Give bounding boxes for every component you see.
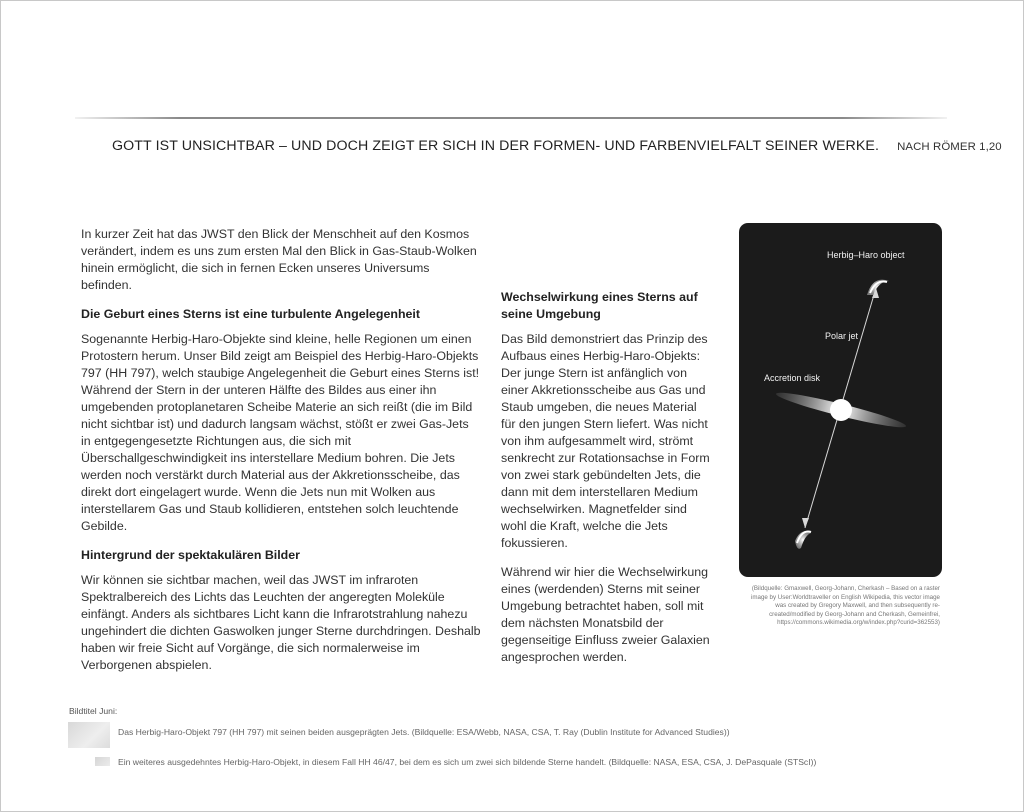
header-rule	[75, 117, 947, 119]
footer-caption-1: Das Herbig-Haro-Objekt 797 (HH 797) mit seinen beiden ausgeprägten Jets. (Bildquelle: ESA/Webb, NASA, CSA, T. Ray (Dublin Institute for Advanced Studies))	[118, 727, 730, 737]
jet-arrow-down-icon	[802, 518, 809, 528]
protostar	[830, 399, 852, 421]
thumbnail-hh46-47	[95, 757, 110, 766]
motto	[112, 138, 1002, 154]
heading-background: Hintergrund der spektakulären Bilder	[81, 548, 300, 562]
footer-title: Bildtitel Juni:	[69, 706, 118, 716]
thumbnail-hh797	[68, 722, 110, 748]
motto-reference: NACH RÖMER 1,20	[897, 141, 1002, 153]
footer-caption-2: Ein weiteres ausgedehntes Herbig-Haro-Objekt, in diesem Fall HH 46/47, bei dem es sich um zwei sich bildende Sterne handelt. (Bildquelle: NASA, ESA, CSA, J. DePasquale (STScI))	[118, 757, 817, 767]
label-accretion-disk: Accretion disk	[764, 373, 821, 383]
left-column	[81, 226, 481, 686]
paragraph-star-birth: Sogenannte Herbig-Haro-Objekte sind kleine, helle Regionen um einen Protostern herum. Unser Bild zeigt am Beispiel des Herbig-Haro-Objekts 797 (HH 797), welch staubige Angelegenheit die Geburt eines Sterns ist! Während der Stern in der unteren Hälfte des Bildes aus einer ihn umgebenden protoplanetaren Scheibe Materie an sich reißt (die im Bild nicht sichtbar ist) und dadurch langsam wächst, stößt er zwei Gas-Jets in entgegengesetzte Richtungen aus, die sich mit Überschallgeschwindigkeit ins interstellare Medium bohren. Die Jets werden noch verstärkt durch Material aus der Akkretionsscheibe, das direkt dort eingelagert wurde. Wenn die Jets nun mit Wolken aus interstellarem Gas und Staub kollidieren, entstehen solch leuchtende Gebilde.	[81, 332, 480, 533]
herbig-haro-diagram	[739, 223, 942, 577]
label-polar-jet: Polar jet	[825, 331, 859, 341]
paragraph-interaction: Das Bild demonstriert das Prinzip des Aufbaus eines Herbig-Haro-Objekts: Der junge Stern ist anfänglich von einer Akkretionsscheibe aus Gas und Staub umgeben, die neues Material für den jungen Stern liefert. Was nicht von ihm aufgesammelt wird, strömt senkrecht zur Rotationsachse in Form von zwei stark gebündelten Jets, die dann mit dem interstellaren Medium wechselwirken. Magnetfelder sind wohl die Kraft, welche die Jets fokussieren.	[501, 332, 710, 550]
intro-paragraph: In kurzer Zeit hat das JWST den Blick der Menschheit auf den Kosmos verändert, indem es uns zum ersten Mal den Blick in Gas-Staub-Wolken hinein ermöglicht, die sich in fernen Ecken unseres Universums befinden.	[81, 227, 477, 292]
heading-star-birth: Die Geburt eines Sterns ist eine turbulente Angelegenheit	[81, 307, 420, 321]
paragraph-next-month: Während wir hier die Wechselwirkung eines (werdenden) Sterns mit seiner Umgebung betrachtet haben, soll mit dem nächsten Monatsbild der gegenseitige Einfluss zweier Galaxien angesprochen werden.	[501, 565, 710, 664]
motto-text: GOTT IST UNSICHTBAR – UND DOCH ZEIGT ER SICH IN DER FORMEN- UND FARBENVIELFALT SEINER WERKE.	[112, 138, 880, 154]
heading-interaction: Wechselwirkung eines Sterns auf seine Umgebung	[501, 290, 698, 321]
figure-credit: (Bildquelle: Gmaxwell, Georg-Johann, Cherkash – Based on a raster image by User:Worldtraveller on English Wikipedia, this vector image was created by Gregory Maxwell, and then subsequently re-created/modified by Georg-Johann and Cherkash, Gemeinfrei, https://commons.wikimedia.org/w/index.php?curid=362553)	[750, 585, 940, 626]
middle-column	[501, 289, 714, 678]
paragraph-background: Wir können sie sichtbar machen, weil das JWST im infraroten Spektralbereich des Lichts das Leuchten der angeregten Moleküle einfängt. Anders als sichtbares Licht kann die Infrarotstrahlung nahezu ungehindert die dichten Gaswolken junger Sterne durchdringen. Deshalb haben wir freie Sicht auf Vorgänge, die sich normalerweise im Verborgenen abspielen.	[81, 573, 481, 672]
label-hh-object: Herbig–Haro object	[827, 250, 905, 260]
